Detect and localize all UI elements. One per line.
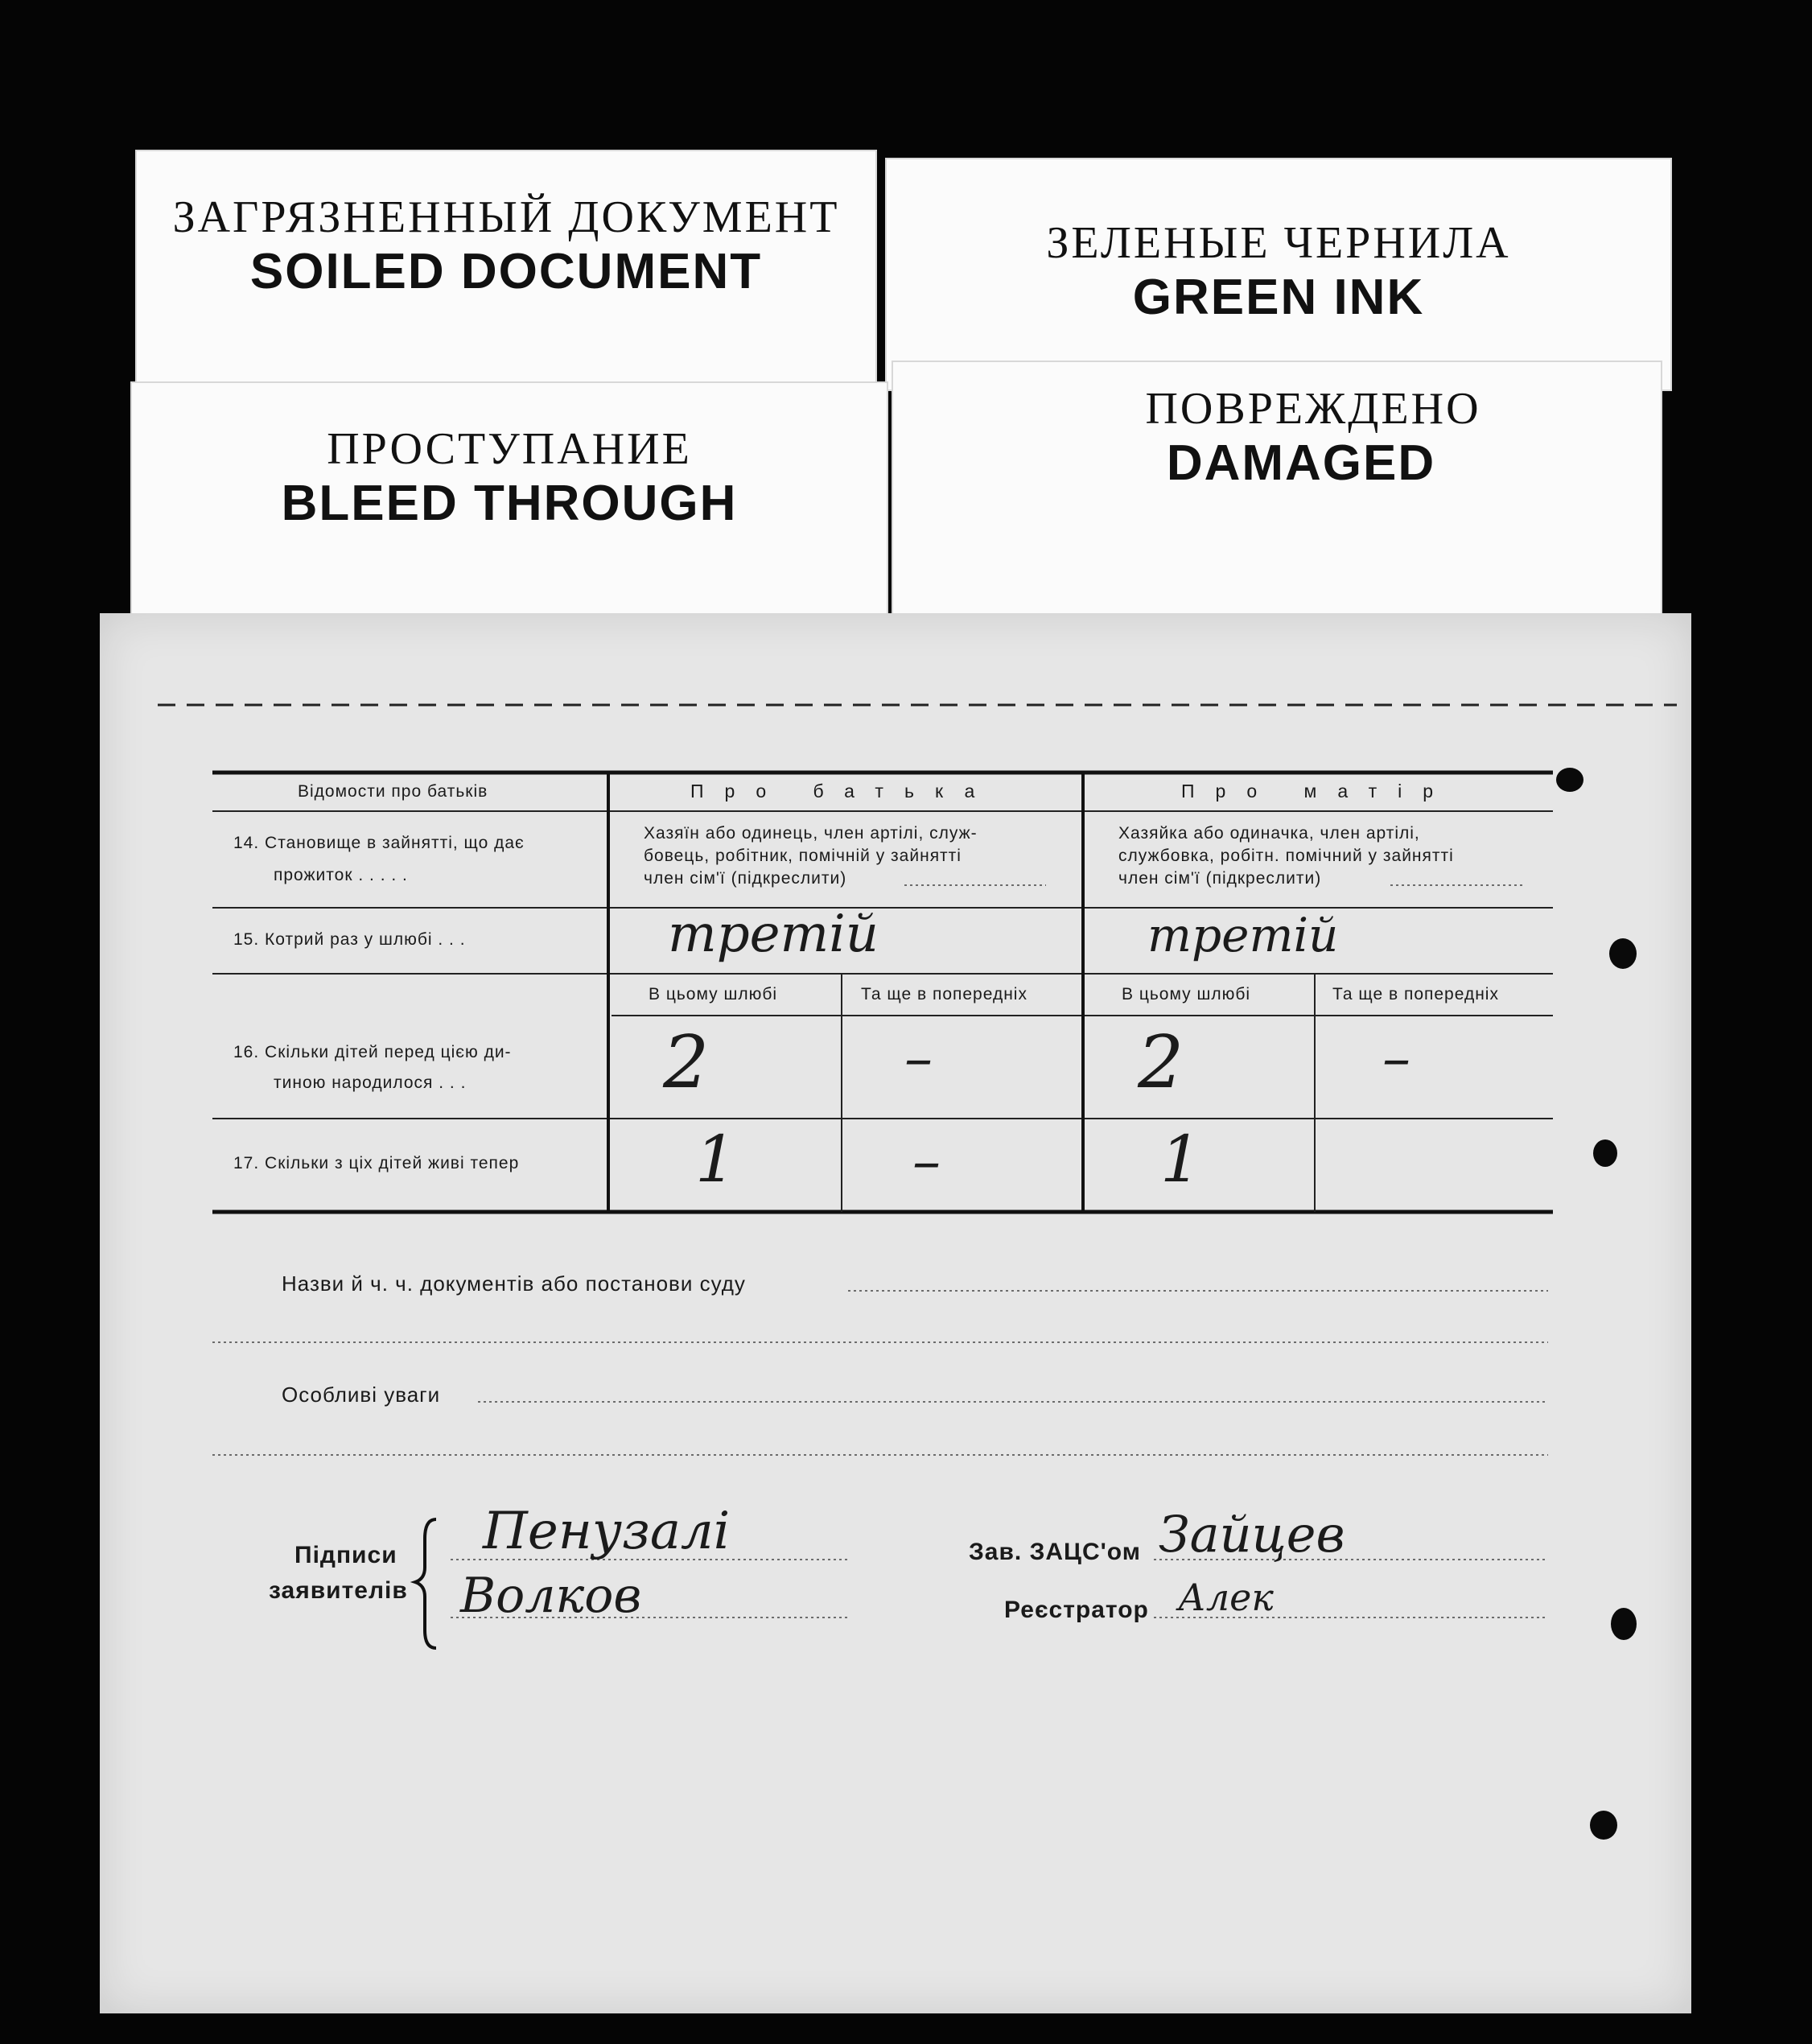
sub-father-this: В цьому шлюбі bbox=[649, 985, 778, 1003]
row17-father-prev: – bbox=[912, 1128, 941, 1194]
signatures-label-l1: Підписи bbox=[294, 1542, 397, 1568]
document-sheet bbox=[100, 613, 1691, 2013]
card-damaged bbox=[892, 361, 1662, 618]
card-green-ru: ЗЕЛЕНЫЕ ЧЕРНИЛА bbox=[1046, 218, 1511, 268]
card-soiled-document bbox=[135, 150, 877, 407]
signatures-label-l2: заявителів bbox=[269, 1577, 408, 1604]
row17-mother-this: 1 bbox=[1160, 1122, 1201, 1197]
form-lines bbox=[100, 613, 1691, 2013]
card-bleed-ru: ПРОСТУПАНИЕ bbox=[327, 424, 692, 474]
damage-hole bbox=[1611, 1608, 1637, 1640]
sub-father-prev: Та ще в попередніх bbox=[861, 985, 1027, 1003]
notes-label: Особливі уваги bbox=[282, 1383, 441, 1407]
card-green-en: GREEN INK bbox=[1132, 270, 1425, 325]
head-label: Зав. ЗАЦС'ом bbox=[969, 1539, 1141, 1565]
row16-father-this: 2 bbox=[663, 1020, 710, 1105]
row17-label: 17. Скільки з ціх дітей живі тепер bbox=[233, 1154, 520, 1172]
card-damaged-ru: ПОВРЕЖДЕНО bbox=[1145, 384, 1481, 434]
damage-hole bbox=[1609, 938, 1637, 969]
sub-mother-this: В цьому шлюбі bbox=[1122, 985, 1251, 1003]
row14-father-l2: бовець, робітник, помічній у зайнятті bbox=[644, 847, 962, 865]
row14-mother-l1: Хазяйка або одиначка, член артілі, bbox=[1118, 824, 1420, 843]
row14-label-l1: 14. Становище в зайнятті, що дає bbox=[233, 834, 525, 852]
row15-father-value: третій bbox=[668, 905, 879, 964]
row14-father-l3: член сім'ї (підкреслити) bbox=[644, 869, 847, 888]
card-bleed-en: BLEED THROUGH bbox=[281, 476, 738, 531]
header-parents: Відомости про батьків bbox=[298, 782, 488, 801]
card-soiled-ru: ЗАГРЯЗНЕННЫЙ ДОКУМЕНТ bbox=[172, 192, 840, 242]
row15-mother-value: третій bbox=[1147, 908, 1339, 962]
registrar-label: Реєстратор bbox=[1004, 1597, 1149, 1623]
row14-mother-l3: член сім'ї (підкреслити) bbox=[1118, 869, 1322, 888]
row16-label-l2: тиною народилося . . . bbox=[274, 1074, 467, 1092]
row16-mother-this: 2 bbox=[1138, 1020, 1184, 1105]
row15-label: 15. Котрий раз у шлюбі . . . bbox=[233, 930, 466, 949]
card-bleed-through bbox=[130, 381, 888, 623]
card-damaged-en: DAMAGED bbox=[1166, 435, 1436, 491]
row16-mother-prev: – bbox=[1382, 1025, 1410, 1091]
row16-father-prev: – bbox=[904, 1025, 933, 1091]
header-father: Про батька bbox=[690, 781, 996, 802]
applicant-signature-2: Волков bbox=[460, 1568, 642, 1624]
damage-hole bbox=[1556, 768, 1583, 792]
head-signature: Зайцев bbox=[1159, 1505, 1345, 1564]
header-mother: Про матір bbox=[1181, 781, 1455, 802]
damage-hole bbox=[1590, 1811, 1617, 1840]
sub-mother-prev: Та ще в попередніх bbox=[1332, 985, 1499, 1003]
row14-label-l2: прожиток . . . . . bbox=[274, 866, 408, 884]
damage-hole bbox=[1593, 1139, 1617, 1167]
applicant-signature-1: Пенузалі bbox=[483, 1502, 731, 1561]
documents-label: Назви й ч. ч. документів або постанови суду bbox=[282, 1271, 746, 1296]
card-green-ink bbox=[885, 158, 1672, 391]
row16-label-l1: 16. Скільки дітей перед цією ди- bbox=[233, 1043, 512, 1061]
card-soiled-en: SOILED DOCUMENT bbox=[249, 244, 763, 299]
registrar-signature: Алек bbox=[1178, 1576, 1274, 1619]
row14-father-l1: Хазяїн або одинець, член артілі, служ- bbox=[644, 824, 978, 843]
row17-father-this: 1 bbox=[695, 1122, 736, 1197]
row14-mother-l2: службовка, робітн. помічний у зайнятті bbox=[1118, 847, 1454, 865]
